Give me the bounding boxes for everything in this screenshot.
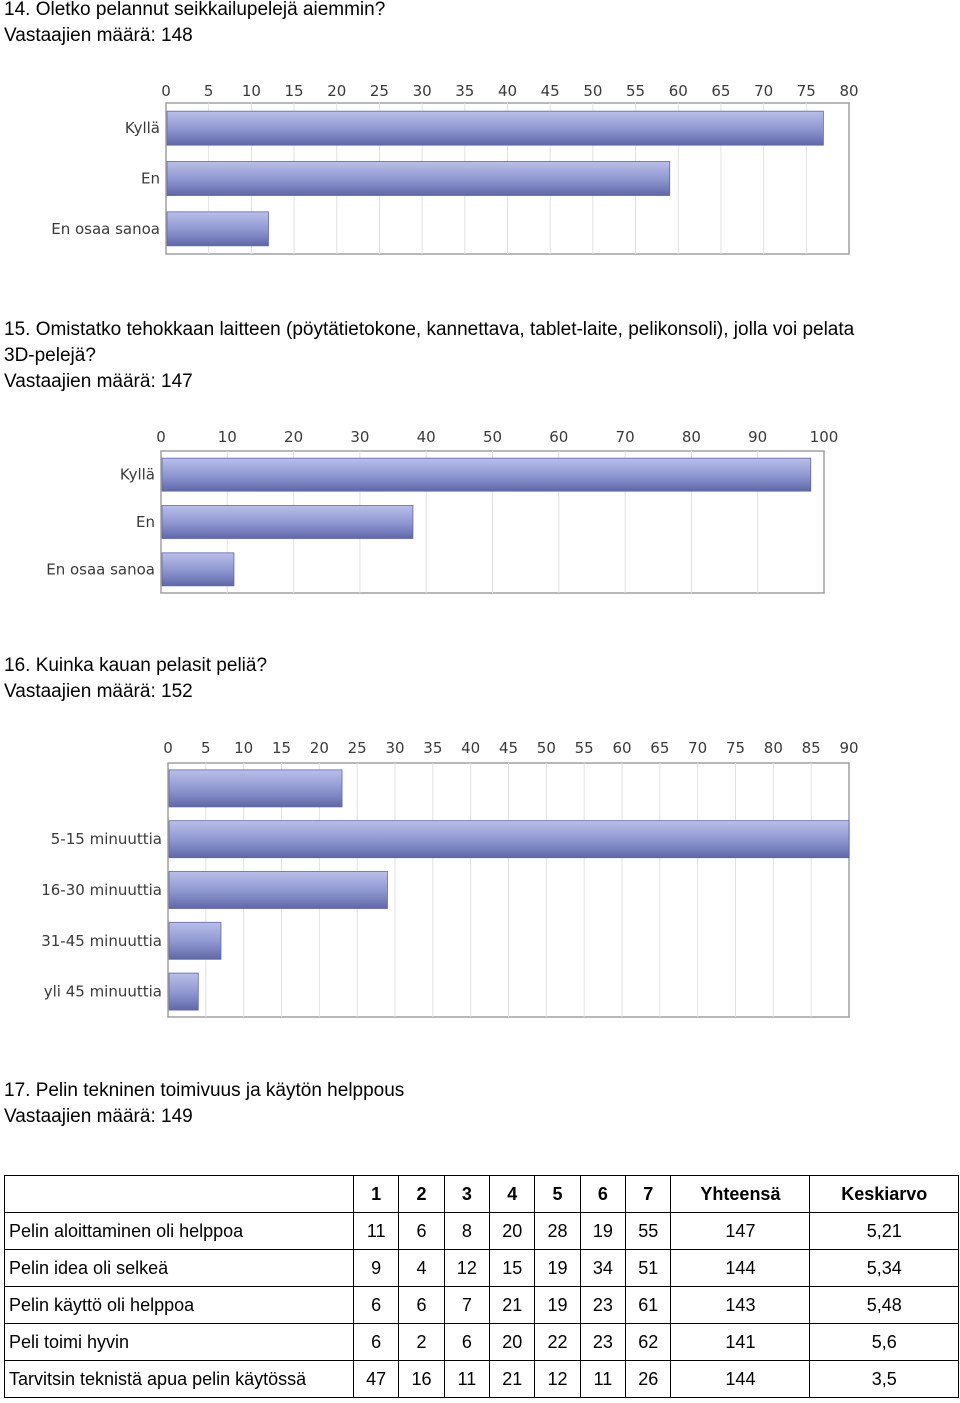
table-cell: 6 — [354, 1324, 399, 1361]
x-tick-label: 90 — [839, 739, 859, 757]
x-tick-label: 0 — [163, 739, 173, 757]
row-label: Peli toimi hyvin — [5, 1324, 354, 1361]
x-tick-label: 30 — [412, 82, 432, 100]
table-cell: 22 — [535, 1324, 580, 1361]
table-cell: 7 — [444, 1287, 489, 1324]
x-tick-label: 10 — [217, 428, 237, 446]
category-label: yli 45 minuuttia — [43, 982, 162, 1001]
table-cell: 12 — [535, 1361, 580, 1398]
q17-respondents: Vastaajien määrä: 149 — [4, 1106, 193, 1127]
table-cell: 51 — [626, 1250, 671, 1287]
header-cell: 6 — [580, 1176, 625, 1213]
category-label: En — [136, 513, 155, 531]
x-tick-label: 80 — [681, 428, 701, 446]
table-row — [5, 1287, 959, 1324]
table-cell: 6 — [444, 1324, 489, 1361]
header-cell: 4 — [490, 1176, 535, 1213]
x-tick-label: 50 — [482, 428, 503, 446]
table-cell: 23 — [580, 1287, 625, 1324]
table-cell: 11 — [354, 1213, 399, 1250]
x-tick-label: 70 — [688, 739, 708, 757]
x-tick-label: 10 — [234, 739, 254, 757]
category-label: 5-15 minuuttia — [50, 830, 162, 849]
header-cell: Yhteensä — [671, 1176, 810, 1213]
x-tick-label: 60 — [612, 739, 632, 757]
table-cell: 3,5 — [810, 1361, 959, 1398]
header-cell: 1 — [354, 1176, 399, 1213]
x-tick-label: 30 — [385, 739, 405, 757]
table-cell: 6 — [399, 1287, 444, 1324]
x-tick-label: 60 — [549, 428, 569, 446]
header-cell — [5, 1176, 354, 1213]
bar — [169, 821, 849, 858]
row-label: Pelin idea oli selkeä — [5, 1250, 354, 1287]
bar — [162, 506, 413, 539]
q17-results-table — [4, 1175, 959, 1398]
table-cell: 5,6 — [810, 1324, 959, 1361]
table-cell: 21 — [490, 1361, 535, 1398]
x-tick-label: 50 — [583, 82, 603, 100]
table-cell: 9 — [354, 1250, 399, 1287]
table-cell: 20 — [490, 1213, 535, 1250]
table-cell: 15 — [490, 1250, 535, 1287]
table-cell: 16 — [399, 1361, 444, 1398]
q16-respondents: Vastaajien määrä: 152 — [4, 681, 193, 702]
table-cell: 12 — [444, 1250, 489, 1287]
x-tick-label: 40 — [416, 428, 436, 446]
q17-title: 17. Pelin tekninen toimivuus ja käytön helppous — [4, 1080, 405, 1101]
x-tick-label: 65 — [711, 82, 731, 100]
table-cell: 19 — [535, 1250, 580, 1287]
x-tick-label: 30 — [350, 428, 370, 446]
table-row — [5, 1213, 959, 1250]
x-tick-label: 25 — [369, 82, 389, 100]
row-label: Pelin aloittaminen oli helppoa — [5, 1213, 354, 1250]
x-tick-label: 0 — [161, 82, 171, 100]
x-tick-label: 0 — [156, 428, 166, 446]
table-cell: 62 — [626, 1324, 671, 1361]
table-cell: 55 — [626, 1213, 671, 1250]
category-label: 31-45 minuuttia — [41, 931, 162, 950]
x-tick-label: 80 — [839, 82, 859, 100]
x-tick-label: 40 — [461, 739, 481, 757]
row-label: Pelin käyttö oli helppoa — [5, 1287, 354, 1324]
table-cell: 19 — [535, 1287, 580, 1324]
x-tick-label: 15 — [271, 739, 292, 757]
table-cell: 5,21 — [810, 1213, 959, 1250]
table-cell: 21 — [490, 1287, 535, 1324]
x-tick-label: 25 — [347, 739, 367, 757]
x-tick-label: 40 — [497, 82, 518, 100]
x-tick-label: 15 — [284, 82, 304, 100]
x-tick-label: 35 — [455, 82, 475, 100]
header-cell: Keskiarvo — [810, 1176, 959, 1213]
q15-title-line1: 15. Omistatko tehokkaan laitteen (pöytätietokone, kannettava, tablet-laite, pelikonsoli), jolla voi pelata — [4, 319, 855, 340]
x-tick-label: 5 — [203, 82, 214, 100]
table-cell: 11 — [444, 1361, 489, 1398]
x-tick-label: 20 — [284, 428, 304, 446]
table-cell: 144 — [671, 1361, 810, 1398]
category-label: En — [141, 169, 160, 188]
table-cell: 23 — [580, 1324, 625, 1361]
x-tick-label: 80 — [763, 739, 783, 757]
x-tick-label: 20 — [309, 739, 329, 757]
table-cell: 19 — [580, 1213, 625, 1250]
row-label: Tarvitsin teknistä apua pelin käytössä — [5, 1361, 354, 1398]
table-cell: 5,48 — [810, 1287, 959, 1324]
category-label: 16-30 minuuttia — [41, 881, 162, 899]
q15-respondents: Vastaajien määrä: 147 — [4, 371, 193, 392]
x-tick-label: 35 — [423, 739, 443, 757]
table-cell: 4 — [399, 1250, 444, 1287]
table-cell: 26 — [626, 1361, 671, 1398]
x-tick-label: 50 — [536, 739, 556, 757]
x-tick-label: 5 — [201, 739, 211, 757]
x-tick-label: 75 — [796, 82, 816, 100]
x-tick-label: 45 — [498, 739, 519, 757]
q16-title: 16. Kuinka kauan pelasit peliä? — [4, 655, 268, 676]
table-row — [5, 1324, 959, 1361]
x-tick-label: 75 — [725, 739, 746, 757]
header-cell: 5 — [535, 1176, 580, 1213]
q14-respondents: Vastaajien määrä: 148 — [4, 25, 193, 46]
q15-title-line2: 3D-pelejä? — [4, 345, 96, 366]
table-cell: 28 — [535, 1213, 580, 1250]
table-cell: 11 — [580, 1361, 625, 1398]
table-row — [5, 1361, 959, 1398]
x-tick-label: 45 — [540, 82, 560, 100]
bar — [162, 458, 811, 491]
header-cell: 7 — [626, 1176, 671, 1213]
x-tick-label: 90 — [748, 428, 768, 446]
x-tick-label: 70 — [615, 428, 635, 446]
x-tick-label: 60 — [668, 82, 688, 100]
category-label: En osaa sanoa — [46, 560, 155, 579]
bar — [167, 212, 268, 246]
category-label: Kyllä — [119, 465, 155, 484]
table-cell: 20 — [490, 1324, 535, 1361]
x-tick-label: 70 — [754, 82, 774, 100]
bar — [169, 872, 387, 909]
x-tick-label: 20 — [327, 82, 347, 100]
bar — [167, 111, 823, 145]
table-cell: 34 — [580, 1250, 625, 1287]
table-cell: 143 — [671, 1287, 810, 1324]
bar — [162, 553, 234, 586]
x-tick-label: 100 — [809, 428, 839, 446]
category-label: Kyllä — [124, 119, 160, 138]
table-cell: 61 — [626, 1287, 671, 1324]
table-cell: 141 — [671, 1324, 810, 1361]
x-tick-label: 85 — [801, 739, 821, 757]
header-cell: 2 — [399, 1176, 444, 1213]
table-cell: 8 — [444, 1213, 489, 1250]
table-row — [5, 1250, 959, 1287]
table-header-row — [5, 1176, 959, 1213]
bar — [169, 922, 221, 959]
x-tick-label: 10 — [241, 82, 261, 100]
table-cell: 2 — [399, 1324, 444, 1361]
x-tick-label: 55 — [574, 739, 594, 757]
bar — [169, 770, 342, 807]
table-cell: 47 — [354, 1361, 399, 1398]
x-tick-label: 65 — [650, 739, 670, 757]
table-cell: 5,34 — [810, 1250, 959, 1287]
q14-title: 14. Oletko pelannut seikkailupelejä aiemmin? — [4, 0, 386, 20]
table-cell: 6 — [399, 1213, 444, 1250]
table-cell: 144 — [671, 1250, 810, 1287]
category-label: En osaa sanoa — [51, 219, 160, 238]
header-cell: 3 — [444, 1176, 489, 1213]
x-tick-label: 55 — [626, 82, 646, 100]
table-cell: 6 — [354, 1287, 399, 1324]
table-cell: 147 — [671, 1213, 810, 1250]
bar — [167, 162, 670, 196]
bar — [169, 973, 198, 1010]
